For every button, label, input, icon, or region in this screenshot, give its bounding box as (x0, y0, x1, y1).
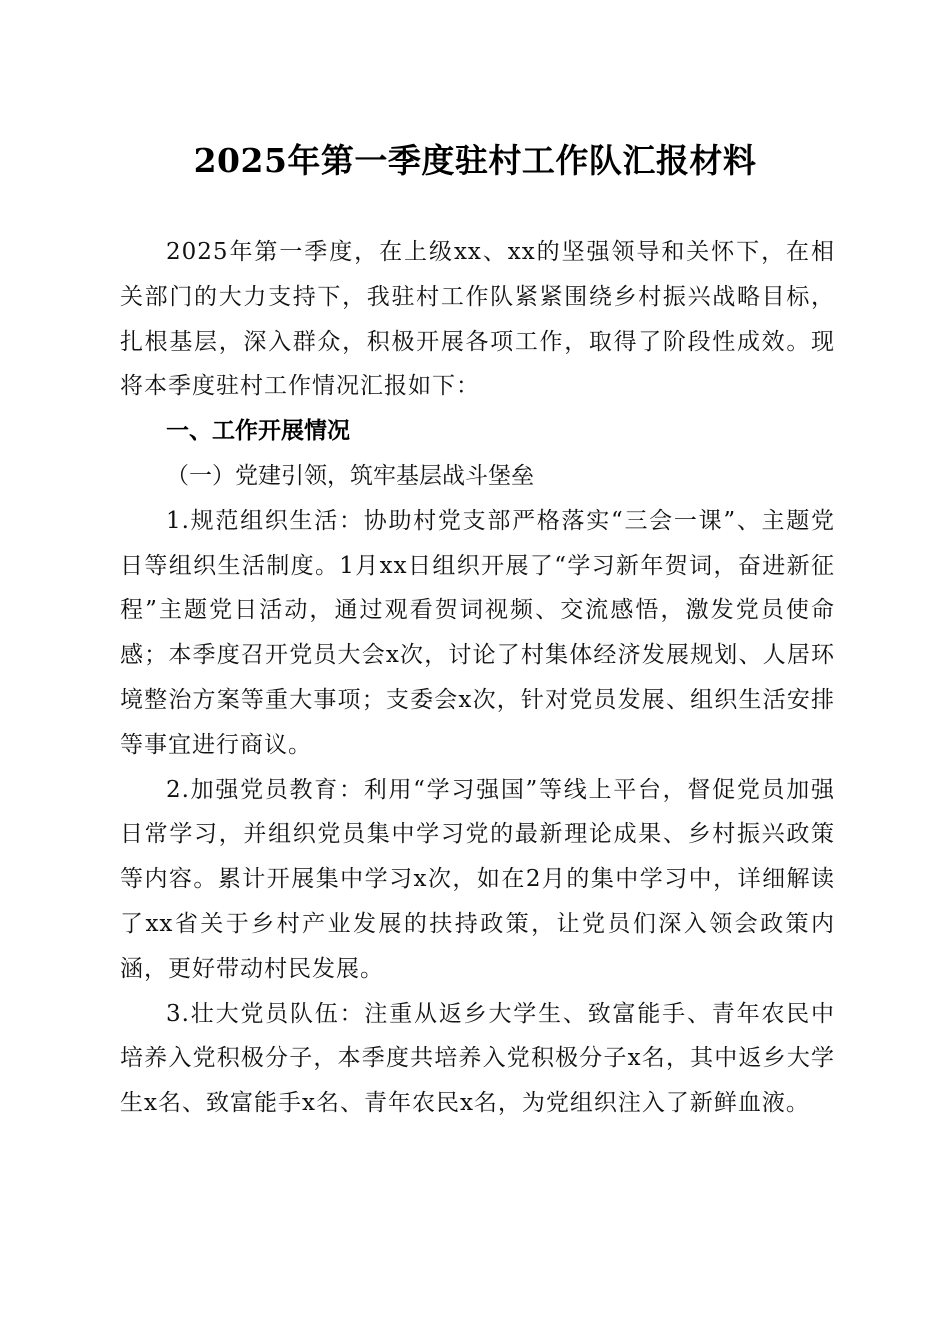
item-paragraph-organization-life: 1.规范组织生活：协助村党支部严格落实“三会一课”、主题党日等组织生活制度。1月xx日组织开展了“学习新年贺词，奋进新征程”主题党日活动，通过观看贺词视频、交流感悟，激发党员使命感；本季度召开党员大会x次，讨论了村集体经济发展规划、人居环境整治方案等重大事项；支委会x次，针对党员发展、组织生活安排等事宜进行商议。 (120, 507, 835, 758)
document-body (120, 230, 835, 1126)
item-paragraph-member-education: 2.加强党员教育：利用“学习强国”等线上平台，督促党员加强日常学习，并组织党员集中学习党的最新理论成果、乡村振兴政策等内容。累计开展集中学习x次，如在2月的集中学习中，详细解读了xx省关于乡村产业发展的扶持政策，让党员们深入领会政策内涵，更好带动村民发展。 (120, 776, 835, 982)
subsection-heading-party-building: （一）党建引领，筑牢基层战斗堡垒 (166, 462, 534, 489)
section-heading-work-progress: 一、工作开展情况 (166, 418, 350, 445)
item-paragraph-member-recruitment: 3.壮大党员队伍：注重从返乡大学生、致富能手、青年农民中培养入党积极分子，本季度共培养入党积极分子x名，其中返乡大学生x名、致富能手x名、青年农民x名，为党组织注入了新鲜血液。 (120, 1000, 835, 1117)
intro-paragraph: 2025年第一季度，在上级xx、xx的坚强领导和关怀下，在相关部门的大力支持下，我驻村工作队紧紧围绕乡村振兴战略目标，扎根基层，深入群众，积极开展各项工作，取得了阶段性成效。现将本季度驻村工作情况汇报如下： (120, 239, 835, 400)
document-title: 2025年第一季度驻村工作队汇报材料 (193, 141, 757, 180)
